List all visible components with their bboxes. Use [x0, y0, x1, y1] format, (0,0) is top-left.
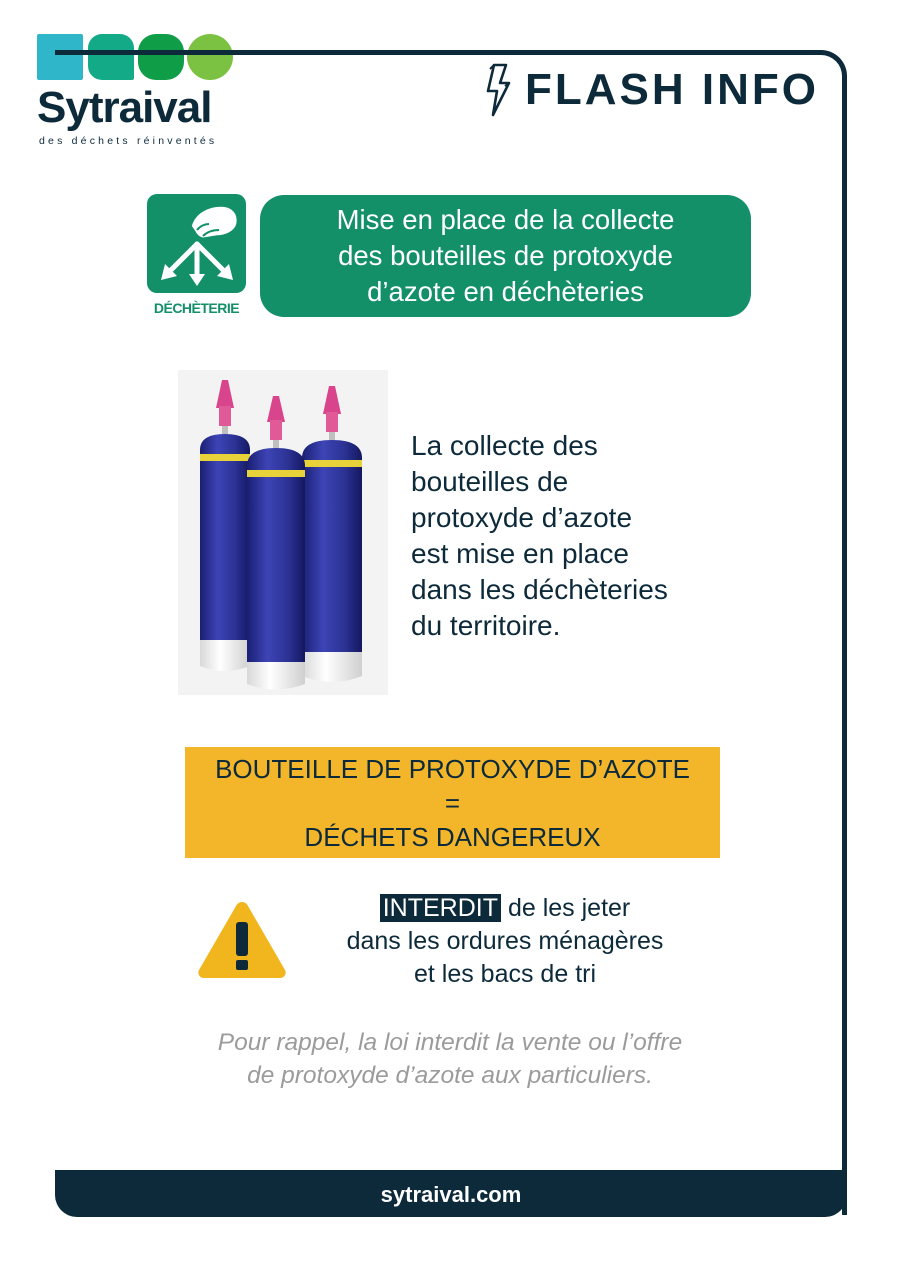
description-line: protoxyde d’azote	[411, 502, 633, 533]
prohibition-text	[300, 892, 710, 991]
lightning-bolt-icon	[485, 63, 515, 117]
website-link[interactable]: sytraival.com	[380, 1182, 522, 1207]
banner-line-1: BOUTEILLE DE PROTOXYDE D’AZOTE	[215, 754, 690, 784]
prohibition-line-2: dans les ordures ménagères	[346, 927, 664, 955]
nitrous-oxide-bottles-image	[178, 370, 388, 695]
footer-bar	[55, 1170, 847, 1217]
hazardous-waste-banner	[185, 747, 720, 858]
warning-triangle-icon	[196, 898, 288, 980]
description-line: La collecte des	[411, 430, 598, 461]
prohibition-line-3: et les bacs de tri	[413, 960, 597, 988]
banner-line-2: =	[444, 788, 461, 818]
flash-info-header	[485, 58, 819, 122]
description-line: est mise en place	[411, 538, 629, 569]
headline-line-1: Mise en place de la collecte	[336, 204, 675, 235]
page-title: FLASH INFO	[525, 65, 819, 114]
dechetterie-pictogram	[147, 194, 246, 322]
prohibition-line-1: de les jeter	[501, 894, 631, 922]
reminder-line-2: de protoxyde d’azote aux particuliers.	[247, 1062, 653, 1089]
logo-name: Sytraival	[37, 83, 212, 132]
headline-box	[260, 195, 751, 317]
banner-line-3: DÉCHETS DANGEREUX	[304, 822, 601, 852]
hand-arrows-icon	[147, 194, 246, 293]
interdit-highlight: INTERDIT	[380, 894, 501, 922]
description-line: bouteilles de	[411, 466, 569, 497]
headline-line-3: d’azote en déchèteries	[367, 276, 644, 307]
description-line: du territoire.	[411, 610, 561, 641]
legal-reminder	[140, 1026, 760, 1092]
reminder-line-1: Pour rappel, la loi interdit la vente ou l’offre	[217, 1029, 683, 1056]
description-text	[411, 428, 668, 644]
logo-tagline: des déchets réinventés	[39, 135, 218, 147]
description-line: dans les déchèteries	[411, 574, 668, 605]
headline-line-2: des bouteilles de protoxyde	[338, 240, 673, 271]
pictogram-label: DÉCHÈTERIE	[153, 300, 240, 316]
